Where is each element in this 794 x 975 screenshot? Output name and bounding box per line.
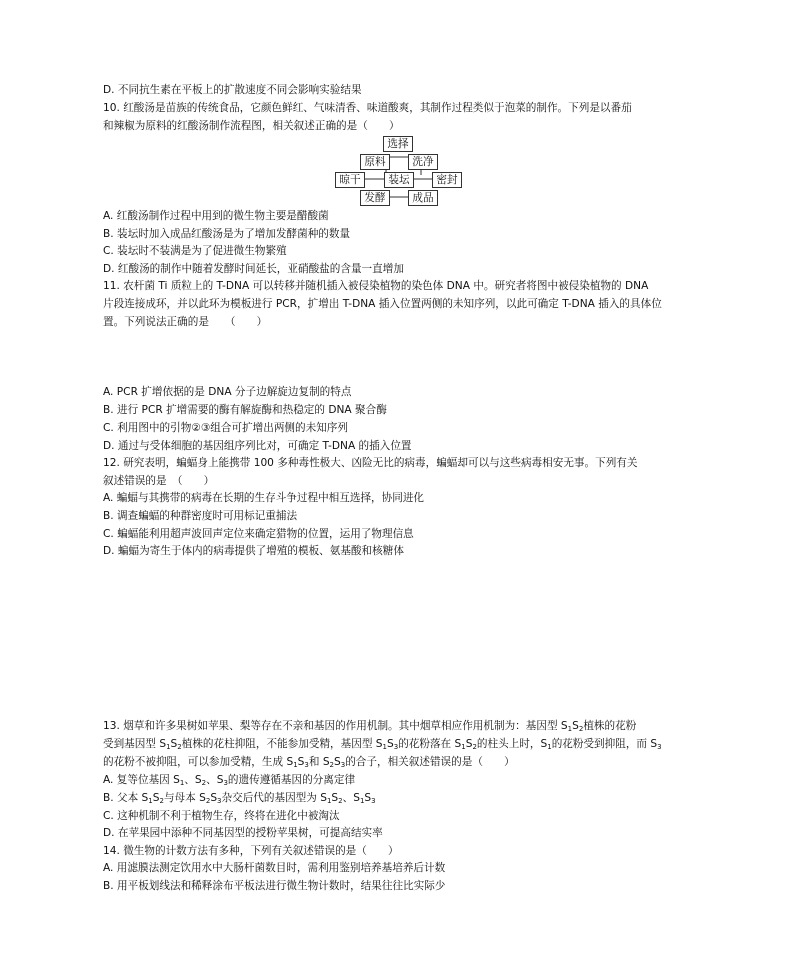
flow-step-dry: 晾干: [335, 172, 365, 188]
flow-step-wash: 洗净: [408, 154, 438, 170]
flow-step-select: 选择: [383, 136, 413, 152]
flow-step-seal: 密封: [432, 172, 462, 188]
flow-step-pack: 装坛: [384, 172, 414, 188]
flow-step-product: 成品: [408, 190, 438, 206]
flow-step-raw: 原料: [360, 154, 390, 170]
q9-option-d: D. 不同抗生素在平板上的扩散速度不同会影响实验结果: [103, 84, 362, 96]
flow-step-ferment: 发酵: [360, 190, 390, 206]
